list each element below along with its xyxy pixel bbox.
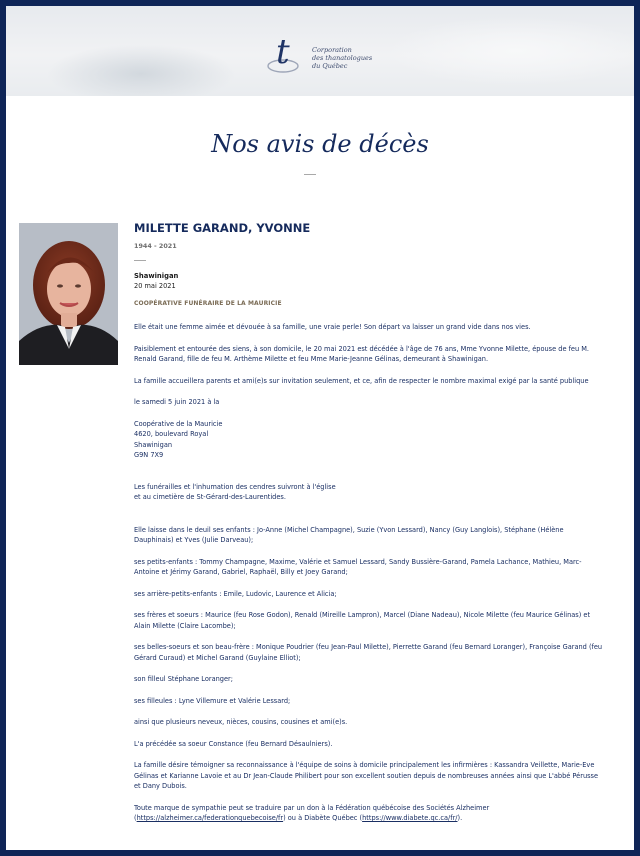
page-frame (6, 6, 634, 850)
logo-t-icon (263, 31, 305, 75)
logo-line: Corporation (312, 46, 352, 54)
donation-text: Toute marque de sympathie peut se traduire par un don à la Fédération québécoise des Sociétés Alzheimer ( (134, 803, 490, 822)
city: Shawinigan (134, 271, 179, 280)
paragraph: L'a précédée sa soeur Constance (feu Bernard Désaulniers). (134, 739, 333, 748)
page-title: Nos avis de décès (211, 130, 429, 158)
donation-text: ) ou à Diabète Québec ( (283, 814, 363, 822)
paragraph: Les funérailles et l'inhumation des cendres suivront à l'église et au cimetière de St-Gérard-des-Laurentides. (134, 482, 336, 501)
obituary-content (134, 221, 604, 824)
deceased-name: MILETTE GARAND, YVONNE (134, 221, 311, 235)
logo-line: du Québec (312, 62, 348, 70)
death-date: 20 mai 2021 (134, 281, 176, 290)
paragraph: ses frères et soeurs : Maurice (feu Rose Godon), Renald (Mireille Lampron), Marcel (Diane Nadeau), Nicole Milette (feu Maurice Gélinas) et Alain Milette (Claire Lacombe); (134, 611, 591, 630)
donation-text: ). (457, 814, 463, 822)
paragraph: La famille désire témoigner sa reconnaissance à l'équipe de soins à domicile principalement les infirmières : Kassandra Veillette, Marie-Eve Gélinas et Karianne Lavoie et au Dr Jean-Claude Philibert pour son excellent soutien depuis de nombreuses années ainsi que L'abbé Pérusse et Dany Dubois. (134, 761, 599, 790)
funeral-home-label: COOPÉRATIVE FUNÉRAIRE DE LA MAURICIE (134, 299, 282, 307)
portrait-photo (19, 223, 118, 365)
logo-letter: t (276, 32, 290, 72)
paragraph: ainsi que plusieurs neveux, nièces, cousins, cousines et ami(e)s. (134, 718, 348, 726)
alzheimer-link[interactable]: https://alzheimer.ca/federationquebecoise/fr (136, 814, 284, 822)
paragraph: Elle était une femme aimée et dévouée à sa famille, une vraie perle! Son départ va laisser un grand vide dans nos vies. (134, 323, 531, 331)
paragraph: Paisiblement et entourée des siens, à son domicile, le 20 mai 2021 est décédée à l'âge de 76 ans, Mme Yvonne Milette, épouse de feu M. Renald Garand, fille de feu M. Arthème Milette et feu Mme Marie-Jeanne Gélinas, demeurant à Shawinigan. (134, 344, 590, 363)
paragraph: ses petits-enfants : Tommy Champagne, Maxime, Valérie et Samuel Lessard, Sandy Bussière-Garand, Pamela Lachance, Mathieu, Marc-Antoine et Jérimy Garand, Gabriel, Raphaël, Billy et Joey Garand; (134, 557, 582, 576)
header-banner (6, 6, 634, 96)
paragraph: son filleul Stéphane Loranger; (134, 675, 233, 683)
paragraph: ses filleules : Lyne Villemure et Valérie Lessard; (134, 696, 291, 705)
address-block: Coopérative de la Mauricie 4620, boulevard Royal Shawinigan G9N 7X9 (134, 419, 223, 459)
life-years: 1944 - 2021 (134, 242, 177, 250)
donation-paragraph (134, 803, 604, 824)
paragraph: ses belles-soeurs et son beau-frère : Monique Poudrier (feu Jean-Paul Milette), Pierrette Garand (feu Bernard Loranger), Françoise Garand (feu Gérard Curaud) et Michel Garand (Guylaine Elliot); (134, 643, 603, 662)
name-divider (134, 260, 146, 261)
portrait-image (19, 223, 118, 365)
diabete-link[interactable]: https://www.diabete.qc.ca/fr/ (362, 814, 458, 822)
logo-line: des thanatologues (312, 54, 373, 62)
paragraph: ses arrière-petits-enfants : Emile, Ludovic, Laurence et Alicia; (134, 589, 337, 598)
paragraph: La famille accueillera parents et ami(e)s sur invitation seulement, et ce, afin de respecter le nombre maximal exigé par la santé publique (134, 376, 589, 385)
logo-text (312, 46, 372, 70)
title-divider (304, 174, 316, 175)
paragraph: Elle laisse dans le deuil ses enfants : Jo-Anne (Michel Champagne), Suzie (Yvon Lessard), Nancy (Guy Langlois), Stéphane (Hélène Dauphinais) et Yves (Julie Darveau); (134, 525, 564, 544)
paragraph: le samedi 5 juin 2021 à la (134, 398, 220, 406)
